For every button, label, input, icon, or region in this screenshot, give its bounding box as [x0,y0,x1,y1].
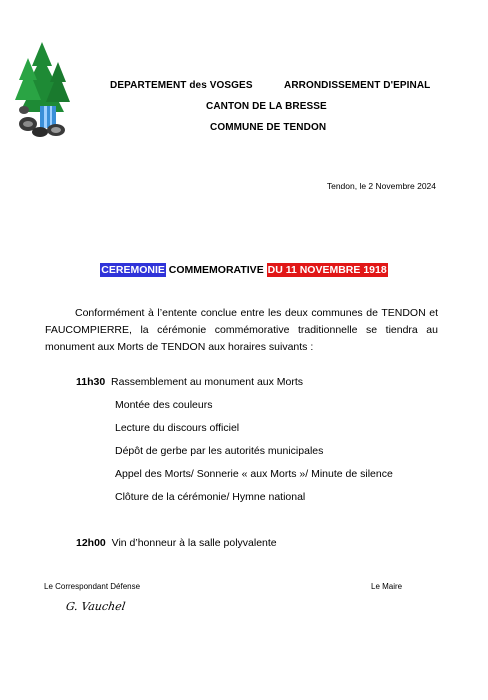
date-line: Tendon, le 2 Novembre 2024 [326,181,436,191]
schedule-item: Montée des couleurs [115,399,213,411]
schedule-entry [76,537,277,549]
title-ceremonie: CEREMONIE [101,264,165,276]
schedule-item: Vin d’honneur à la salle polyvalente [111,537,277,549]
handwritten-signature: G. Vauchel [65,600,127,613]
paragraph-line: FAUCOMPIERRE, la cérémonie commémorative traditionnelle se tiendra au [45,324,438,336]
title-commemorative: COMMEMORATIVE [165,264,267,276]
intro-paragraph [45,305,438,356]
schedule-item: Lecture du discours officiel [115,422,240,434]
page-title [0,264,488,276]
schedule-item: Appel des Morts/ Sonnerie « aux Morts »/ Minute de silence [115,468,393,480]
schedule-time: 11h30 [76,376,106,388]
maire-label: Le Maire [371,582,403,591]
correspondant-label: Le Correspondant Défense [44,582,141,591]
schedule-item: Clôture de la cérémonie/ Hymne national [115,491,306,503]
paragraph-line: Conformément à l’entente conclue entre les deux communes de TENDON et [75,307,438,319]
commune-logo [14,40,70,138]
schedule-item: Rassemblement au monument aux Morts [111,376,304,388]
schedule-time: 12h00 [76,537,106,549]
schedule-item: Dépôt de gerbe par les autorités municipales [115,445,324,457]
title-date: DU 11 NOVEMBRE 1918 [267,264,387,276]
tree-waterfall-icon [14,40,70,138]
arrondissement-label: ARRONDISSEMENT D'EPINAL [284,80,431,91]
schedule-entry [76,376,303,388]
commune-label: COMMUNE DE TENDON [210,122,327,133]
paragraph-line: monument aux Morts de TENDON aux horaires suivants : [45,341,314,353]
canton-label: CANTON DE LA BRESSE [206,101,327,112]
department-label: DEPARTEMENT des VOSGES [110,80,253,91]
